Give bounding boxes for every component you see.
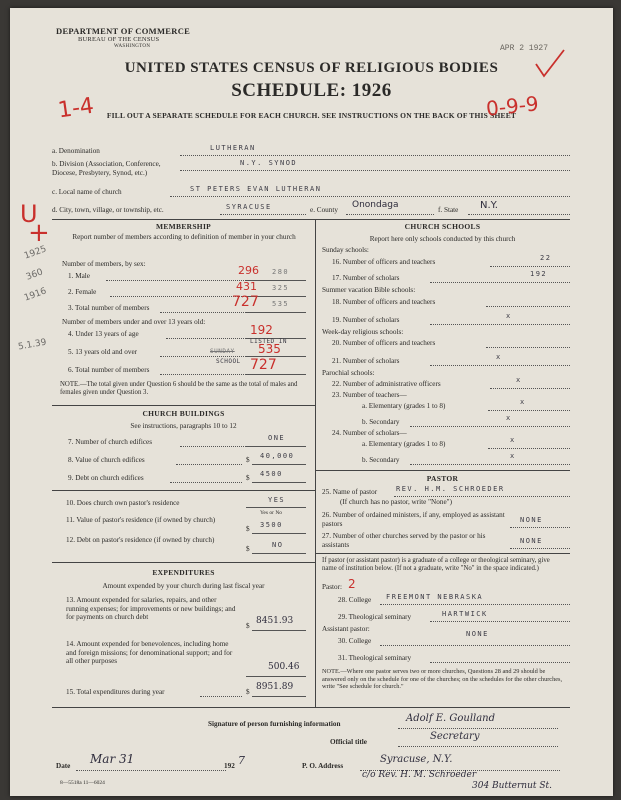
q23b-x: x: [506, 414, 512, 422]
q31-label: 31. Theological seminary: [338, 654, 412, 662]
q11-dollar: $: [246, 525, 250, 533]
pastor-heading: PASTOR: [426, 474, 459, 483]
q2-label: 2. Female: [68, 288, 97, 296]
membership-heading: MEMBERSHIP: [155, 222, 212, 231]
q2-old-value: 325: [272, 284, 290, 292]
date-value: Mar 31: [90, 752, 135, 766]
buildings-heading: CHURCH BUILDINGS: [142, 409, 225, 418]
q21-x: x: [496, 353, 502, 361]
q14-label: 14. Amount expended for benevolences, including home and foreign missions; for denominational support; and for all other purposes: [66, 640, 233, 665]
q22-x: x: [516, 376, 522, 384]
q5-note-school: SCHOOL: [216, 358, 241, 365]
q25-label: 25. Name of pastor: [322, 488, 378, 496]
buildings-subheading: See instructions, paragraphs 10 to 12: [130, 422, 237, 430]
q16-label: 16. Number of officers and teachers: [332, 258, 436, 266]
q9-value: 4500: [260, 470, 283, 478]
q15-value: 8951.89: [256, 682, 294, 692]
po-address-line3: 304 Butternut St.: [472, 781, 553, 791]
graduate-note: If pastor (or assistant pastor) is a graduate of a college or theological seminary, give name of institution below. (If not a graduate, write "No" in the space indicated.): [322, 557, 550, 572]
margin-note-2: 360: [24, 267, 45, 283]
q12-label: 12. Debt on pastor's residence (if owned by church): [66, 536, 215, 544]
q6-value: 727: [250, 357, 277, 373]
q29-value: HARTWICK: [442, 610, 488, 618]
signature-value: Adolf E. Goulland: [406, 713, 496, 724]
q25-value: REV. H.M. SCHROEDER: [396, 485, 505, 493]
date-label: Date: [56, 762, 71, 770]
age-heading: Number of members under and over 13 years old:: [62, 318, 206, 326]
q12-value: NO: [272, 541, 284, 549]
q28-value: FREEMONT NEBRASKA: [386, 593, 484, 601]
year-prefix: 192: [224, 762, 235, 770]
expenditures-subheading: Amount expended by your church during last fiscal year: [102, 582, 265, 590]
local-name-value: ST PETERS EVAN LUTHERAN: [190, 185, 322, 193]
q27-value: NONE: [520, 537, 543, 545]
received-stamp: APR 2 1927: [500, 44, 549, 53]
q10-value: YES: [268, 496, 286, 504]
margin-note-3: 1916: [22, 286, 48, 304]
q30-value: NONE: [466, 630, 489, 638]
red-code-left: 1-4: [56, 93, 96, 124]
q20-label: 20. Number of officers and teachers: [332, 339, 436, 347]
q19-x: x: [506, 312, 512, 320]
q24a-x: x: [510, 436, 516, 444]
q2-value: 431: [236, 280, 257, 293]
q18-label: 18. Number of officers and teachers: [332, 298, 436, 306]
q3-value: 727: [232, 294, 259, 310]
pastor-subheading: Pastor:: [322, 583, 342, 591]
q25-hint: (If church has no pastor, write "None"): [340, 498, 452, 506]
margin-mark-plus: +: [28, 218, 50, 248]
department-label: DEPARTMENT OF COMMERCE: [56, 26, 191, 36]
q29-label: 29. Theological seminary: [338, 613, 412, 621]
city-value: SYRACUSE: [226, 203, 272, 211]
q13-label: 13. Amount expended for salaries, repairs, and other running expenses; for improvements or new buildings; and for payments on church debt: [66, 596, 236, 621]
q15-label: 15. Total expenditures during year: [66, 688, 165, 696]
local-name-label: c. Local name of church: [52, 188, 122, 196]
signature-label: Signature of person furnishing information: [208, 720, 341, 728]
q28-label: 28. College: [338, 596, 372, 604]
q1-value: 296: [238, 264, 259, 277]
q16-value: 22: [540, 254, 552, 262]
bureau-label: BUREAU OF THE CENSUS: [78, 36, 160, 43]
q8-value: 40,000: [260, 452, 295, 460]
sunday-schools-heading: Sunday schools:: [322, 246, 369, 254]
schedule-title: SCHEDULE: 1926: [231, 80, 392, 101]
state-value: N.Y.: [480, 200, 498, 211]
q14-value: 500.46: [268, 662, 300, 672]
q19-label: 19. Number of scholars: [332, 316, 400, 324]
pastor-note: NOTE.—Where one pastor serves two or more churches, Questions 28 and 29 should be answered only on the schedule for one of the churches; on the schedules for the other churches, write "See schedule for church.": [322, 668, 563, 690]
po-address-value: Syracuse, N.Y.: [380, 754, 453, 765]
sex-heading: Number of members, by sex:: [62, 260, 146, 268]
q17-value: 192: [530, 270, 548, 278]
q30-label: 30. College: [338, 637, 372, 645]
q8-dollar: $: [246, 456, 250, 464]
margin-mark-u: U: [20, 200, 38, 228]
q27-label: 27. Number of other churches served by the pastor or his assistants: [322, 532, 486, 549]
q11-label: 11. Value of pastor's residence (if owned by church): [66, 516, 216, 524]
pastor-red-mark: 2: [348, 577, 356, 591]
q1-old-value: 280: [272, 268, 290, 276]
q13-dollar: $: [246, 622, 250, 630]
q23-label: 23. Number of teachers—: [332, 391, 407, 399]
assistant-subheading: Assistant pastor:: [322, 625, 370, 633]
q17-label: 17. Number of scholars: [332, 274, 400, 282]
denomination-value: LUTHERAN: [210, 144, 256, 152]
q24a-label: a. Elementary (grades 1 to 8): [362, 440, 446, 448]
margin-note-1: 1925: [22, 244, 48, 262]
q10-label: 10. Does church own pastor's residence: [66, 499, 180, 507]
po-address-label: P. O. Address: [302, 762, 344, 770]
q24b-label: b. Secondary: [362, 456, 400, 464]
q9-dollar: $: [246, 474, 250, 482]
q15-dollar: $: [246, 688, 250, 696]
q4-value: 192: [250, 323, 273, 337]
q26-value: NONE: [520, 516, 543, 524]
instruction-line: FILL OUT A SEPARATE SCHEDULE FOR EACH CHURCH. SEE INSTRUCTIONS ON THE BACK OF THIS SHEET: [106, 111, 517, 120]
margin-note-4: 5.1.39: [17, 337, 48, 353]
q4-label: 4. Under 13 years of age: [68, 330, 139, 338]
q5-note-listed: LISTED IN: [250, 338, 288, 345]
q7-value: ONE: [268, 434, 286, 442]
weekday-schools-heading: Week-day religious schools:: [322, 328, 404, 336]
q3-old-value: 535: [272, 300, 290, 308]
state-label: f. State: [438, 206, 459, 214]
official-title-value: Secretary: [430, 731, 480, 742]
q24-label: 24. Number of scholars—: [332, 429, 407, 437]
q5-value: 535: [258, 342, 281, 356]
yes-no-hint: Yes or No: [260, 510, 283, 516]
county-value: Onondaga: [352, 200, 399, 210]
q6-label: 6. Total number of members: [68, 366, 150, 374]
red-code-right: 0-9-9: [484, 91, 540, 121]
q5-label: 5. 13 years old and over: [68, 348, 138, 356]
denomination-label: a. Denomination: [52, 147, 100, 155]
q23b-label: b. Secondary: [362, 418, 400, 426]
official-title-label: Official title: [330, 738, 367, 746]
form-number: 8—5518a 11—6024: [60, 780, 105, 786]
division-label: b. Division (Association, Conference, Diocese, Presbytery, Synod, etc.): [52, 160, 161, 177]
parochial-schools-heading: Parochial schools:: [322, 369, 375, 377]
year-digit: 7: [238, 754, 245, 767]
washington-label: WASHINGTON: [114, 44, 151, 49]
membership-intro: Report number of members according to definition of member in your church: [72, 233, 296, 241]
q23a-x: x: [520, 398, 526, 406]
schools-heading: CHURCH SCHOOLS: [404, 222, 481, 231]
q22-label: 22. Number of administrative officers: [332, 380, 441, 388]
q3-label: 3. Total number of members: [68, 304, 150, 312]
q12-dollar: $: [246, 545, 250, 553]
county-label: e. County: [310, 206, 338, 214]
q23a-label: a. Elementary (grades 1 to 8): [362, 402, 446, 410]
city-label: d. City, town, village, or township, etc.: [52, 206, 164, 214]
census-schedule-sheet: [10, 8, 613, 796]
q9-label: 9. Debt on church edifices: [68, 474, 144, 482]
summer-schools-heading: Summer vacation Bible schools:: [322, 286, 416, 294]
q7-label: 7. Number of church edifices: [68, 438, 153, 446]
q21-label: 21. Number of scholars: [332, 357, 400, 365]
q13-value: 8451.93: [256, 616, 294, 626]
schools-intro: Report here only schools conducted by this church: [369, 235, 516, 243]
q11-value: 3500: [260, 521, 283, 529]
q8-label: 8. Value of church edifices: [68, 456, 145, 464]
q26-label: 26. Number of ordained ministers, if any, employed as assistant pastors: [322, 511, 505, 528]
membership-note: NOTE.—The total given under Question 6 should be the same as the total of males and females given under Question 3.: [60, 381, 298, 396]
q24b-x: x: [510, 452, 516, 460]
division-value: N.Y. SYNOD: [240, 159, 298, 167]
q5-note-sunday: SUNDAY: [210, 348, 235, 355]
q1-label: 1. Male: [68, 272, 90, 280]
expenditures-heading: EXPENDITURES: [152, 568, 215, 577]
po-address-line2: c/o Rev. H. M. Schroeder: [362, 770, 477, 780]
form-title: UNITED STATES CENSUS OF RELIGIOUS BODIES: [124, 60, 499, 76]
